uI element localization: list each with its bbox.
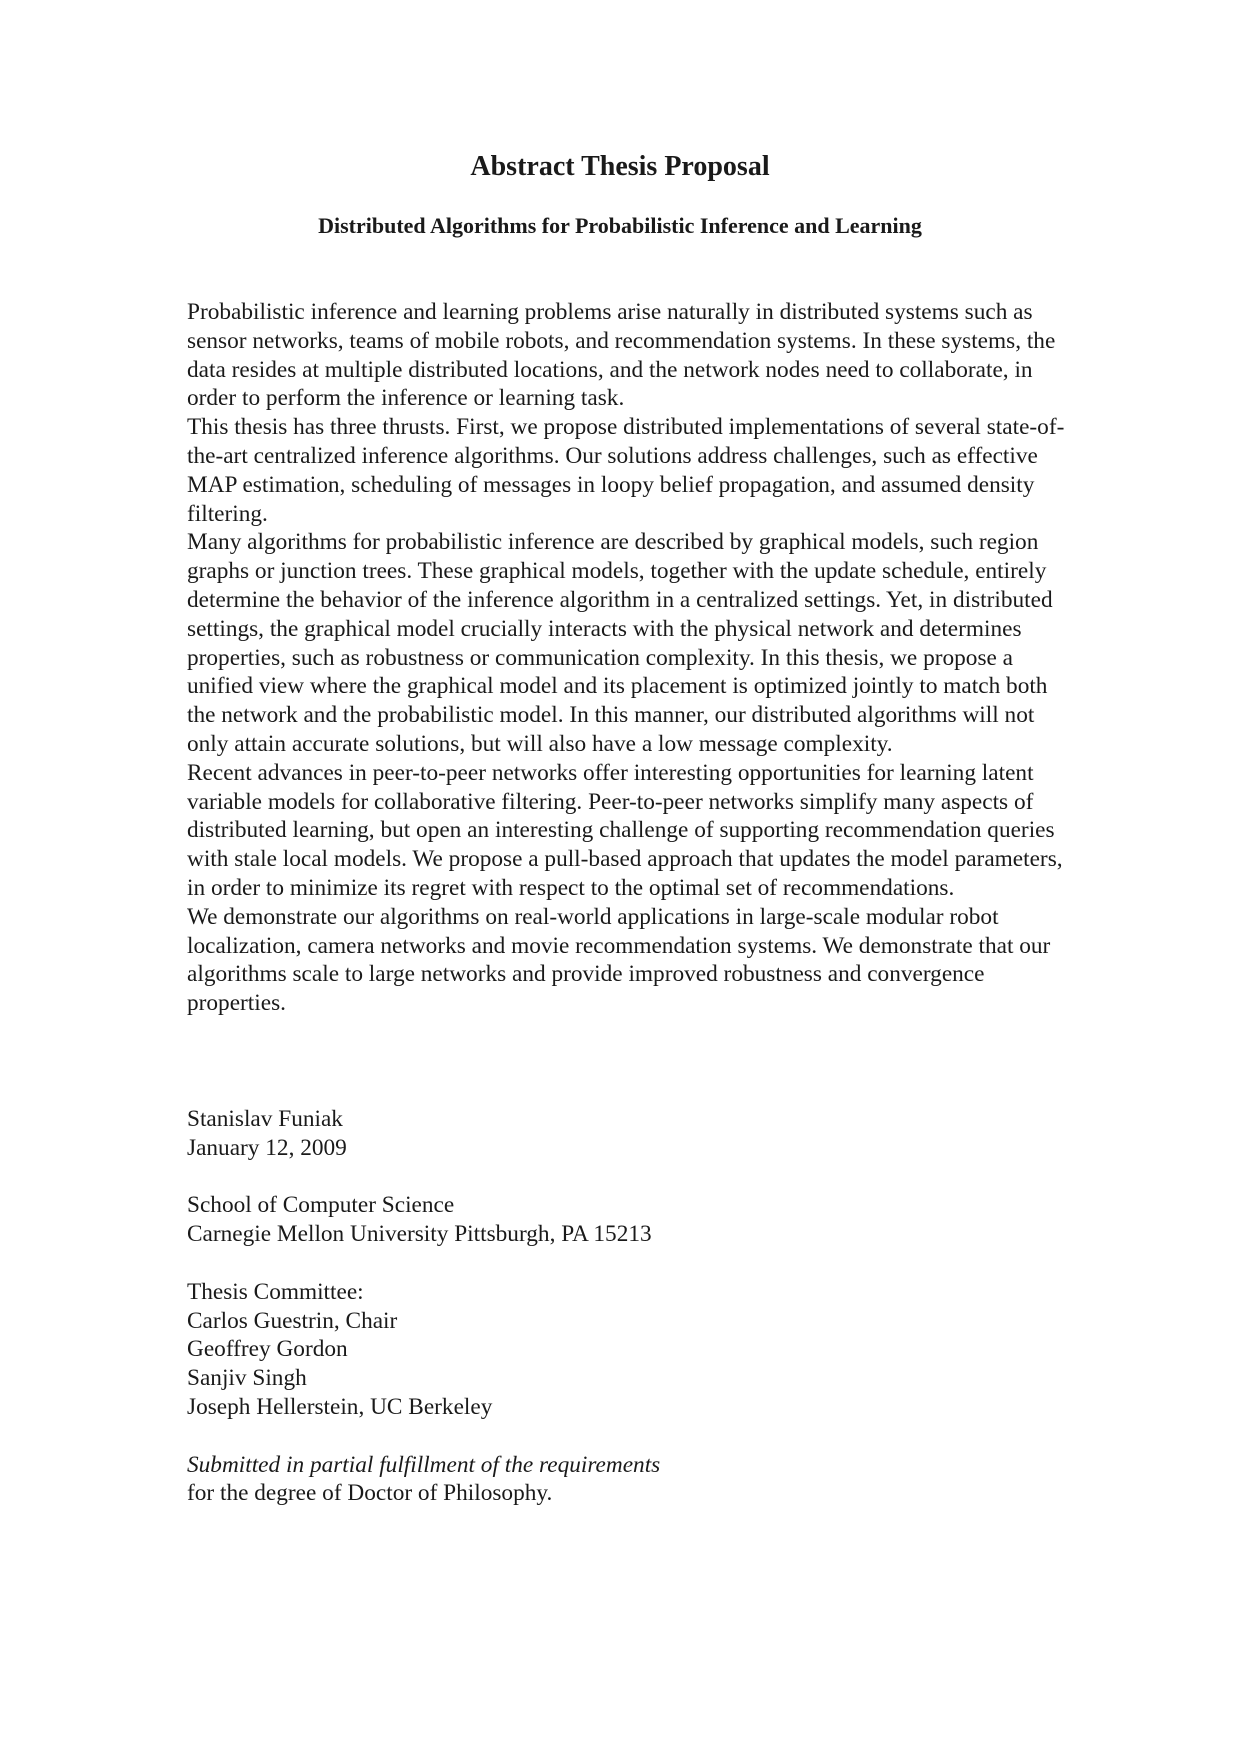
signature-block xyxy=(187,1105,1067,1537)
abstract-paragraph-4: Recent advances in peer-to-peer networks offer interesting opportunities for learning latent variable models for collaborative filtering. Peer-to-peer networks simplify many aspects of distributed learning, but open an interesting challenge of supporting recommendation queries with stale local models. We propose a pull-based approach that updates the model parameters, in order to minimize its regret with respect to the optimal set of recommendations. xyxy=(187,759,1063,901)
committee-member: Sanjiv Singh xyxy=(187,1365,307,1392)
university-address: Carnegie Mellon University Pittsburgh, PA 15213 xyxy=(187,1221,652,1248)
abstract-paragraph-3: Many algorithms for probabilistic inference are described by graphical models, such region graphs or junction trees. These graphical models, together with the update schedule, entirely determine the behavior of the inference algorithm in a centralized settings. Yet, in distributed settings, the graphical model crucially interacts with the physical network and determines properties, such as robustness or communication complexity. In this thesis, we propose a unified view where the graphical model and its placement is optimized jointly to match both the network and the probabilistic model. In this manner, our distributed algorithms will not only attain accurate solutions, but will also have a low message complexity. xyxy=(187,529,1053,757)
committee-member: Joseph Hellerstein, UC Berkeley xyxy=(187,1393,493,1420)
abstract-paragraph-5: We demonstrate our algorithms on real-world applications in large-scale modular robot localization, camera networks and movie recommendation systems. We demonstrate that our algorithms scale to large networks and provide improved robustness and convergence properties. xyxy=(187,903,1051,1017)
abstract-paragraph-1: Probabilistic inference and learning problems arise naturally in distributed systems such as sensor networks, teams of mobile robots, and recommendation systems. In these systems, the data resides at multiple distributed locations, and the network nodes need to collaborate, in order to perform the inference or learning task. xyxy=(187,299,1056,412)
abstract-paragraph-2: This thesis has three thrusts. First, we propose distributed implementations of several state-of-the-art centralized inference algorithms. Our solutions address challenges, such as effective MAP estimation, scheduling of messages in loopy belief propagation, and assumed density filtering. xyxy=(187,414,1065,527)
committee-group xyxy=(187,1278,1067,1422)
author-name: Stanislav Funiak xyxy=(187,1106,343,1132)
document-title: Abstract Thesis Proposal xyxy=(470,151,770,182)
committee-member: Carlos Guestrin, Chair xyxy=(187,1307,398,1334)
author-group xyxy=(187,1105,1067,1163)
committee-member: Geoffrey Gordon xyxy=(187,1336,348,1363)
document-subtitle: Distributed Algorithms for Probabilistic Inference and Learning xyxy=(318,213,922,238)
submission-statement: Submitted in partial fulfillment of the requirements xyxy=(187,1451,661,1478)
committee-heading: Thesis Committee: xyxy=(187,1278,364,1305)
affiliation-group xyxy=(187,1191,1067,1249)
school-name: School of Computer Science xyxy=(187,1192,455,1219)
degree-statement: for the degree of Doctor of Philosophy. xyxy=(187,1480,553,1507)
abstract-body xyxy=(187,298,1067,1018)
document-date: January 12, 2009 xyxy=(187,1134,347,1161)
submission-group xyxy=(187,1451,1067,1509)
